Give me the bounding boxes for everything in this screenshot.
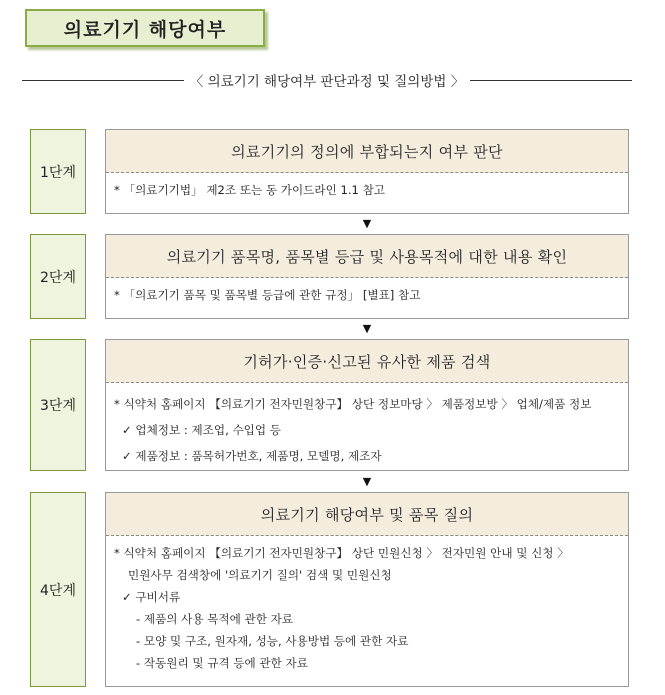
stage-1-box <box>105 129 629 214</box>
stage-2-box <box>105 234 629 319</box>
stage-3-line: ✓ 제품정보 : 품목허가번호, 제품명, 모델명, 제조자 <box>122 449 382 463</box>
page-title: 의료기기 해당여부 <box>25 9 265 47</box>
stage-4-label: 4단계 <box>30 492 86 687</box>
stage-3-line: ✓ 업체정보 : 제조업, 수입업 등 <box>122 423 281 437</box>
stage-4-line: - 제품의 사용 목적에 관한 자료 <box>136 612 294 626</box>
stage-4-heading: 의료기기 해당여부 및 품목 질의 <box>106 493 628 536</box>
stage-2-heading: 의료기기 품목명, 품목별 등급 및 사용목적에 대한 내용 확인 <box>106 235 628 278</box>
arrow-down-icon: ▼ <box>362 475 372 488</box>
arrow-down-icon: ▼ <box>362 322 372 335</box>
stage-4-box <box>105 492 629 687</box>
stage-2-label: 2단계 <box>30 234 86 319</box>
stage-4-line: 민원사무 검색창에 '의료기기 질의' 검색 및 민원신청 <box>128 568 392 582</box>
subtitle-rule-right <box>470 80 632 81</box>
stage-2-line: * 「의료기기 품목 및 품목별 등급에 관한 규정」 [별표] 참고 <box>114 288 421 302</box>
stage-1-body <box>106 173 628 205</box>
stage-4-line: * 식약처 홈페이지 【의료기기 전자민원창구】 상단 민원신청 〉 전자민원 안내 및 신청 〉 <box>114 546 569 560</box>
stage-3-label: 3단계 <box>30 339 86 471</box>
stage-2-body <box>106 278 628 310</box>
stage-1-line: * 「의료기기법」 제2조 또는 동 가이드라인 1.1 참고 <box>114 183 385 197</box>
stage-4-body <box>106 536 628 678</box>
stage-4-line: ✓ 구비서류 <box>122 590 181 604</box>
stage-3-body <box>106 383 628 473</box>
arrow-down-icon: ▼ <box>362 217 372 230</box>
stage-3-line: * 식약처 홈페이지 【의료기기 전자민원창구】 상단 정보마당 〉 제품정보방 〉 업체/제품 정보 <box>114 397 592 411</box>
stage-1-heading: 의료기기의 정의에 부합되는지 여부 판단 <box>106 130 628 173</box>
stage-1-label: 1단계 <box>30 129 86 214</box>
subtitle-rule-left <box>22 80 184 81</box>
subtitle-text: 〈 의료기기 해당여부 판단과정 및 질의방법 〉 <box>189 74 465 90</box>
stage-3-heading: 기허가·인증·신고된 유사한 제품 검색 <box>106 340 628 383</box>
stage-4-line: - 작동원리 및 규격 등에 관한 자료 <box>136 656 308 670</box>
section-subtitle <box>22 70 632 90</box>
stage-3-box <box>105 339 629 471</box>
stage-4-line: - 모양 및 구조, 원자재, 성능, 사용방법 등에 관한 자료 <box>136 634 409 648</box>
